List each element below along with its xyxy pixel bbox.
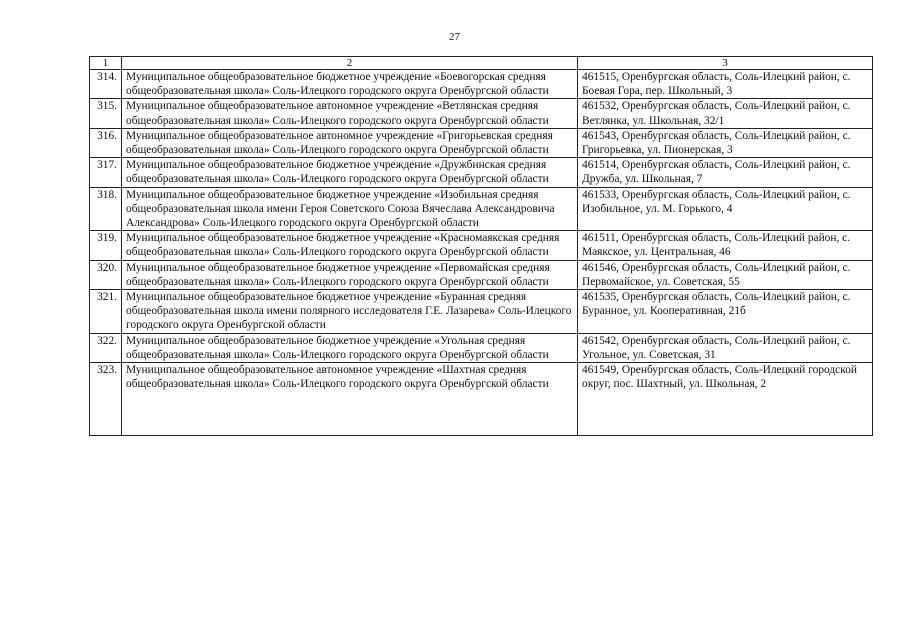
- institution-name: Муниципальное общеобразовательное бюджетное учреждение «Буранная средняя общеобразовательная школа имени полярного исследователя Г.Е. Лазарева» Соль-Илецкого городского округа Оренбургской области: [122, 290, 578, 334]
- institution-address: 461515, Оренбургская область, Соль-Илецкий район, с. Боевая Гора, пер. Школьный, 3: [578, 70, 873, 99]
- page-number: 27: [449, 31, 460, 43]
- header-col-1: 1: [90, 57, 122, 70]
- institution-address: 461546, Оренбургская область, Соль-Илецкий район, с. Первомайское, ул. Советская, 55: [578, 260, 873, 289]
- institution-name: Муниципальное общеобразовательное бюджетное учреждение «Угольная средняя общеобразовательная школа» Соль-Илецкого городского округа Оренбургской области: [122, 333, 578, 362]
- institution-address: 461535, Оренбургская область, Соль-Илецкий район, с. Буранное, ул. Кооперативная, 21б: [578, 290, 873, 334]
- institution-name: Муниципальное общеобразовательное бюджетное учреждение «Изобильная средняя общеобразовательная школа имени Героя Советского Союза Вячеслава Александровича Александрова» Соль-Илецкого городского округа Оренбургской области: [122, 187, 578, 231]
- header-col-3: 3: [578, 57, 873, 70]
- row-number: 321.: [90, 290, 122, 334]
- institution-name: Муниципальное общеобразовательное автономное учреждение «Ветлянская средняя общеобразовательная школа» Соль-Илецкого городского округа Оренбургской области: [122, 99, 578, 128]
- row-number: 318.: [90, 187, 122, 231]
- row-number: 317.: [90, 158, 122, 187]
- row-number: 322.: [90, 333, 122, 362]
- table-row: [90, 260, 873, 289]
- institution-address: 461511, Оренбургская область, Соль-Илецкий район, с. Маякское, ул. Центральная, 46: [578, 231, 873, 260]
- table-row: [90, 158, 873, 187]
- row-number: 316.: [90, 128, 122, 157]
- row-number: 319.: [90, 231, 122, 260]
- header-col-2: 2: [122, 57, 578, 70]
- row-number: 315.: [90, 99, 122, 128]
- table-row: [90, 128, 873, 157]
- table-row: [90, 363, 873, 436]
- institution-name: Муниципальное общеобразовательное бюджетное учреждение «Дружбинская средняя общеобразовательная школа» Соль-Илецкого городского округа Оренбургской области: [122, 158, 578, 187]
- table-row: [90, 333, 873, 362]
- table-row: [90, 99, 873, 128]
- institution-name: Муниципальное общеобразовательное бюджетное учреждение «Первомайская средняя общеобразовательная школа» Соль-Илецкого городского округа Оренбургской области: [122, 260, 578, 289]
- institution-address: 461542, Оренбургская область, Соль-Илецкий район, с. Угольное, ул. Советская, 31: [578, 333, 873, 362]
- institution-address: 461543, Оренбургская область, Соль-Илецкий район, с. Григорьевка, ул. Пионерская, 3: [578, 128, 873, 157]
- row-number: 323.: [90, 363, 122, 436]
- institution-address: 461514, Оренбургская область, Соль-Илецкий район, с. Дружба, ул. Школьная, 7: [578, 158, 873, 187]
- table-row: [90, 290, 873, 334]
- institution-address: 461532, Оренбургская область, Соль-Илецкий район, с. Ветлянка, ул. Школьная, 32/1: [578, 99, 873, 128]
- institution-address: 461549, Оренбургская область, Соль-Илецкий городской округ, пос. Шахтный, ул. Школьная, 2: [578, 363, 873, 436]
- row-number: 314.: [90, 70, 122, 99]
- table-body: [90, 70, 873, 436]
- institution-name: Муниципальное общеобразовательное автономное учреждение «Григорьевская средняя общеобразовательная школа» Соль-Илецкого городского округа Оренбургской области: [122, 128, 578, 157]
- table-row: [90, 70, 873, 99]
- header-row: [90, 57, 873, 70]
- institutions-table: [89, 56, 873, 436]
- institution-address: 461533, Оренбургская область, Соль-Илецкий район, с. Изобильное, ул. М. Горького, 4: [578, 187, 873, 231]
- table-row: [90, 187, 873, 231]
- institution-name: Муниципальное общеобразовательное бюджетное учреждение «Красномаякская средняя общеобразовательная школа» Соль-Илецкого городского округа Оренбургской области: [122, 231, 578, 260]
- table-header: [90, 57, 873, 70]
- institution-name: Муниципальное общеобразовательное бюджетное учреждение «Боевогорская средняя общеобразовательная школа» Соль-Илецкого городского округа Оренбургской области: [122, 70, 578, 99]
- table-row: [90, 231, 873, 260]
- institution-name: Муниципальное общеобразовательное автономное учреждение «Шахтная средняя общеобразовательная школа» Соль-Илецкого городского округа Оренбургской области: [122, 363, 578, 436]
- row-number: 320.: [90, 260, 122, 289]
